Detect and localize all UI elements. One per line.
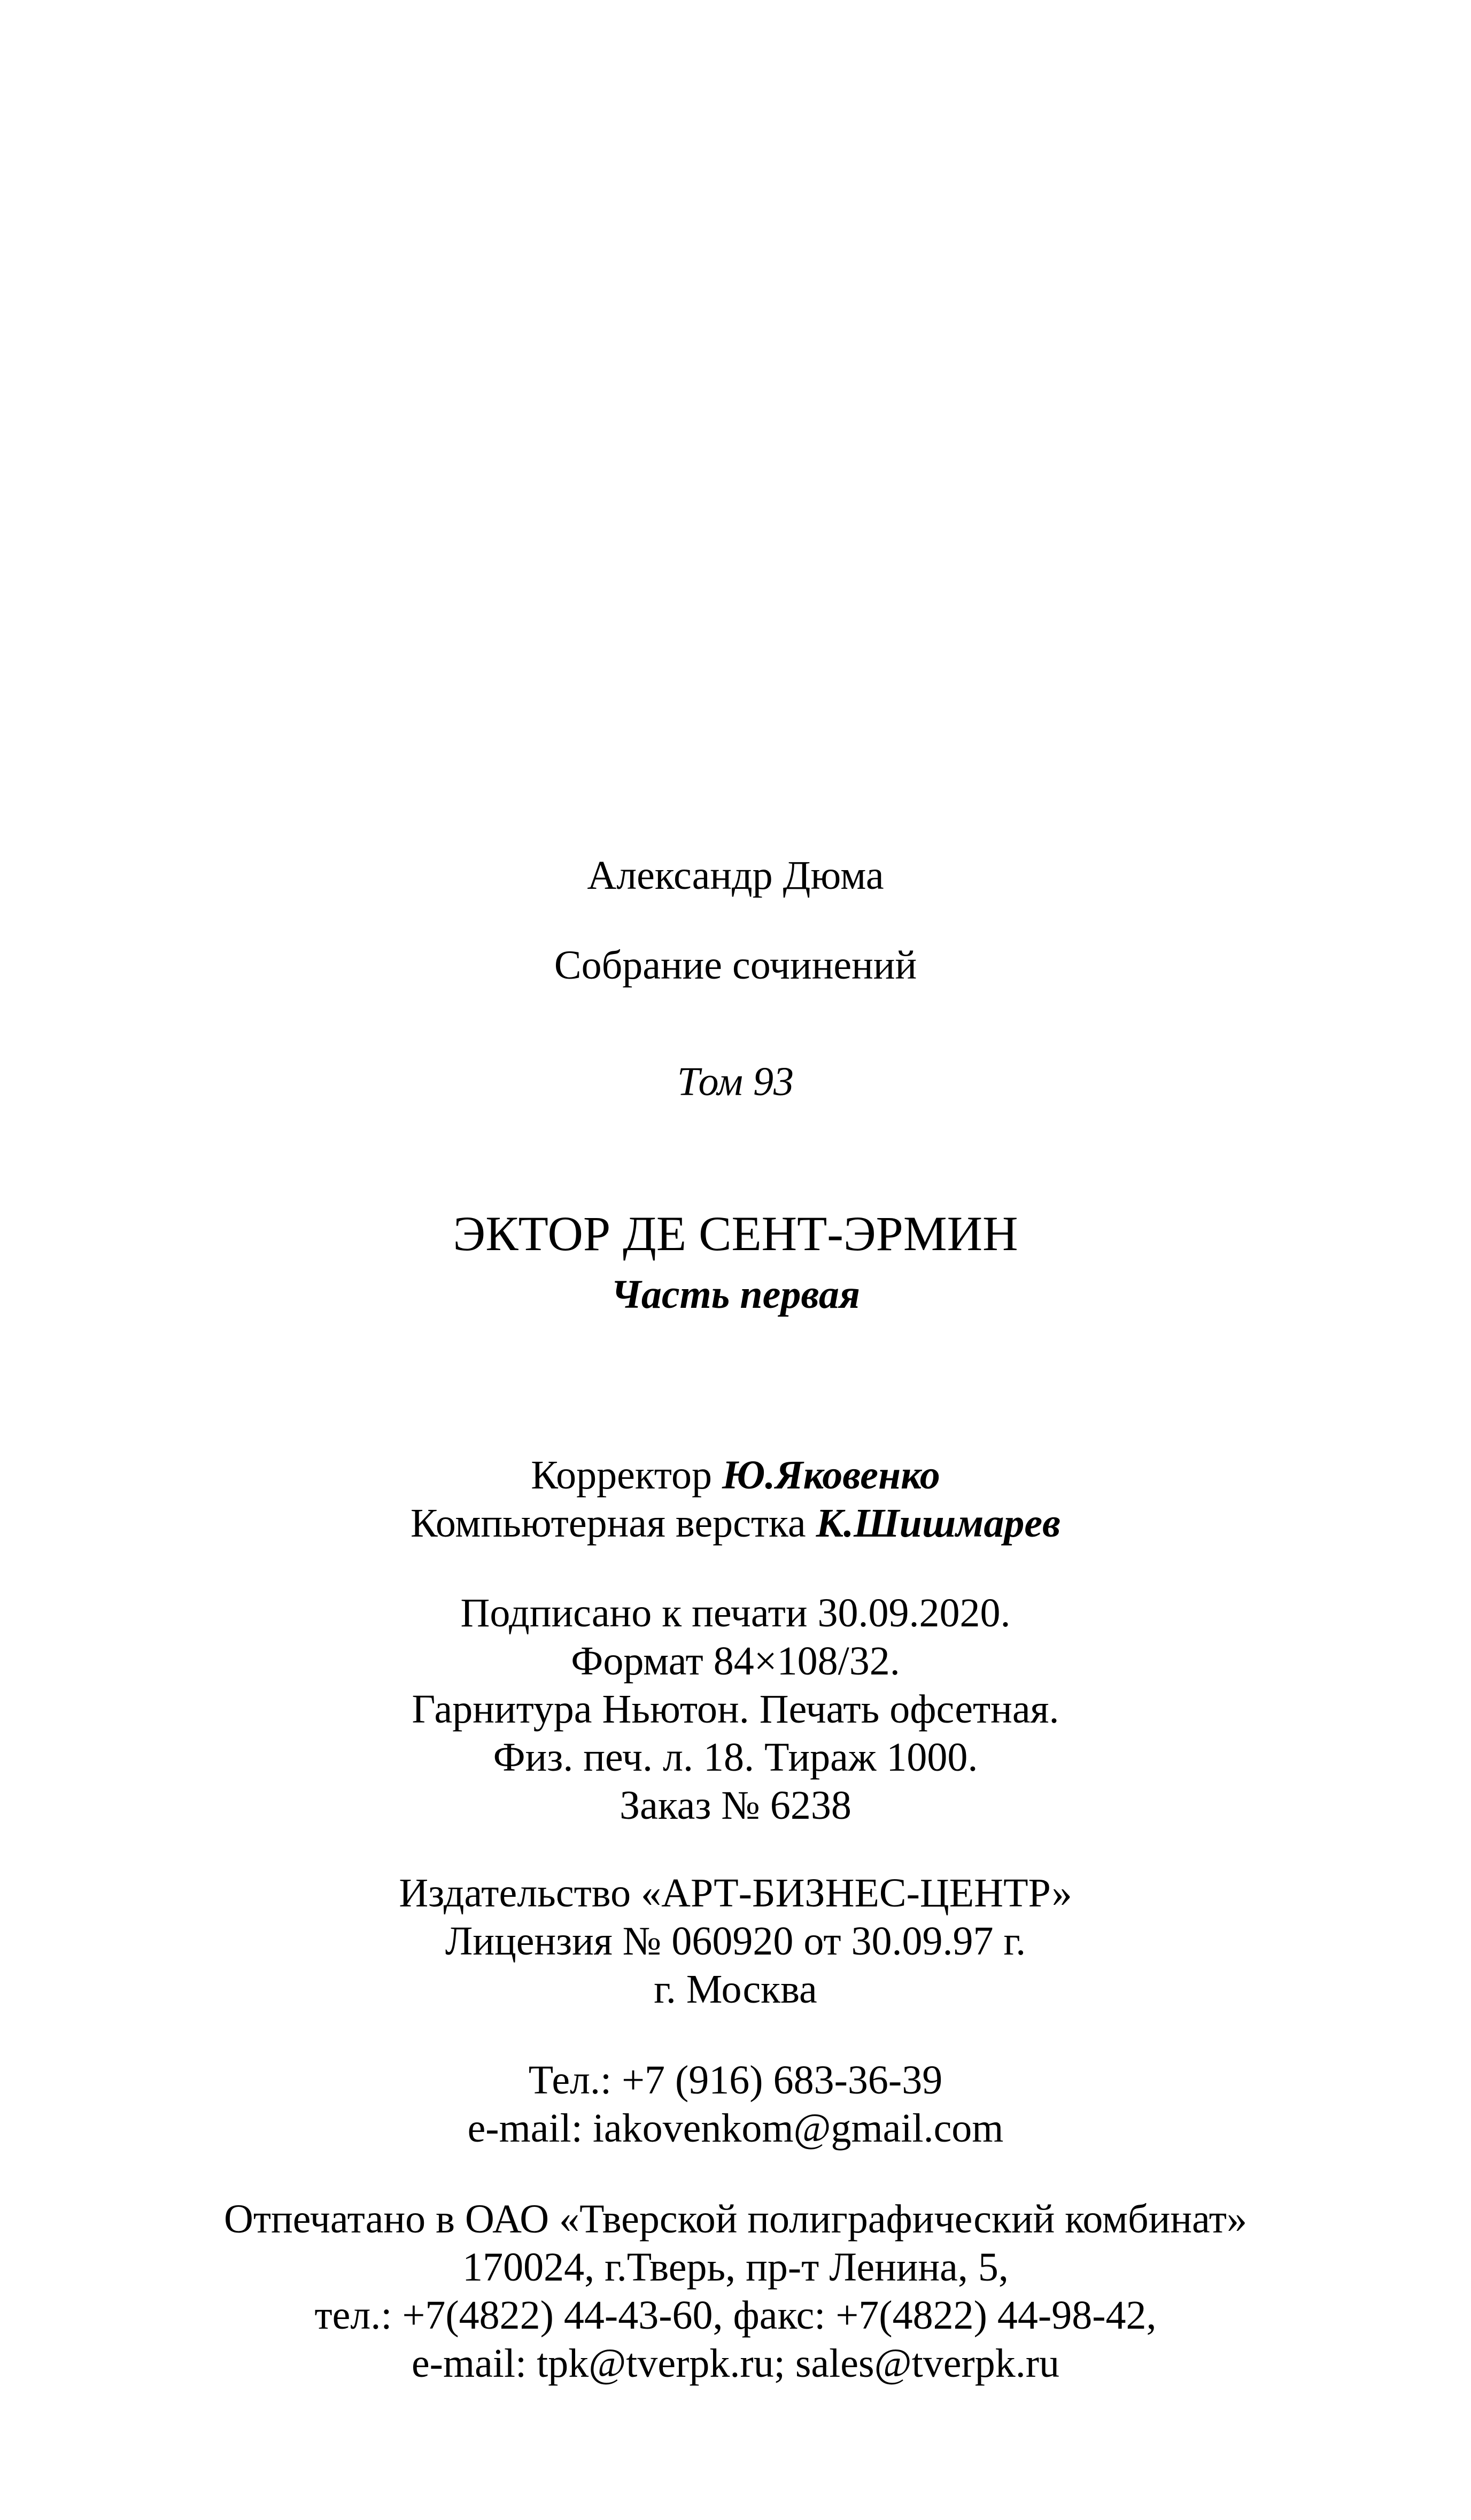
printer-address: 170024, г.Тверь, пр-т Ленина, 5,: [462, 2245, 1009, 2290]
volume-number: Том 93: [677, 1059, 794, 1104]
typeface-info: Гарнитура Ньютон. Печать офсетная.: [412, 1687, 1059, 1732]
sheets-and-run: Физ. печ. л. 18. Тираж 1000.: [493, 1735, 978, 1780]
publisher-name: Издательство «АРТ-БИЗНЕС-ЦЕНТР»: [399, 1871, 1072, 1916]
printer-emails: e-mail: tpk@tverpk.ru; sales@tverpk.ru: [411, 2341, 1060, 2386]
proofreader-label: Корректор: [531, 1453, 712, 1498]
series-title: Собрание сочинений: [554, 943, 917, 988]
proofreader-name: Ю.Яковенко: [722, 1453, 940, 1498]
layout-name: К.Шишмарев: [816, 1501, 1061, 1546]
work-part: Часть первая: [610, 1272, 861, 1317]
work-title: ЭКТОР ДЕ СЕНТ-ЭРМИН: [453, 1206, 1018, 1261]
proofreader-credit: [0, 1453, 1471, 1498]
publisher-license: Лицензия № 060920 от 30.09.97 г.: [445, 1919, 1026, 1964]
paper-format: Формат 84×108/32.: [571, 1639, 900, 1684]
printer-phones: тел.: +7(4822) 44-43-60, факс: +7(4822) 44-98-42,: [314, 2293, 1157, 2338]
printer-name: Отпечатано в ОАО «Тверской полиграфический комбинат»: [223, 2197, 1248, 2242]
layout-label: Компьютерная верстка: [410, 1501, 806, 1546]
order-number: Заказ № 6238: [620, 1783, 851, 1828]
contact-email: e-mail: iakovenkom@gmail.com: [467, 2106, 1004, 2151]
contact-phone: Тел.: +7 (916) 683-36-39: [528, 2058, 943, 2103]
signed-to-print: Подписано к печати 30.09.2020.: [460, 1591, 1011, 1635]
publisher-city: г. Москва: [654, 1967, 817, 2012]
layout-credit: [0, 1503, 1471, 1544]
author-name: Александр Дюма: [587, 853, 884, 898]
